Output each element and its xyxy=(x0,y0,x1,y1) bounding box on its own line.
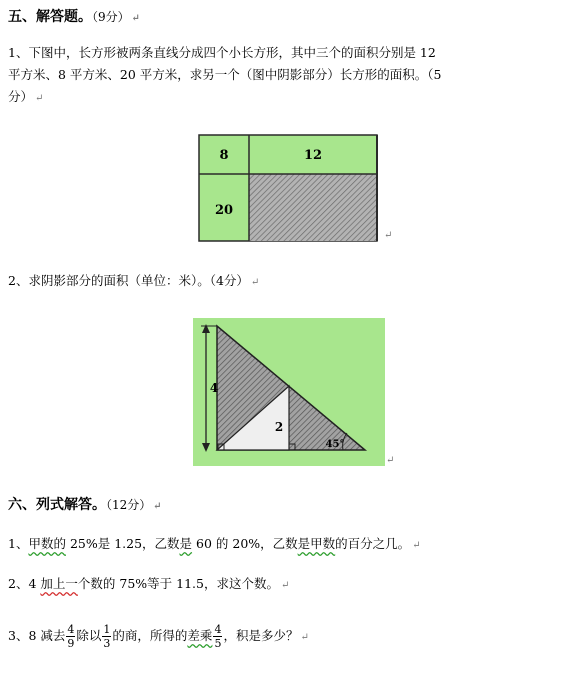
section-five-title: 五、解答题。 xyxy=(8,9,92,25)
section-five-heading xyxy=(8,6,140,26)
triangle-figure xyxy=(193,318,385,466)
question-1-line-3: 分） ↵ xyxy=(8,89,44,104)
fraction-one-third: $\frac{1}{3}$ xyxy=(103,623,111,650)
angle-label: 45° xyxy=(325,439,345,450)
question-1-line-2: 平方米、8 平方米、20 平方米，求另一个（图中阴影部分）长方形的面积。（5 xyxy=(8,67,442,82)
section-six-title: 六、列式解答。 xyxy=(8,497,106,513)
paragraph-mark: ↵ xyxy=(131,13,141,24)
fraction-four-fifths: $\frac{4}{5}$ xyxy=(214,623,222,650)
question-6-2-text: 2、4 加上一个数的 75%等于 11.5，求这个数。 ↵ xyxy=(8,576,290,591)
paragraph-mark: ↵ xyxy=(384,230,393,241)
question-6-3-text: 3、8 减去 $\frac{4}{9}$ 除以 $\frac{1}{3}$ 的商，所得的差乘 $\frac{4}{5}$ ，积是多少？ ↵ xyxy=(8,623,309,650)
section-six-points: （12分） xyxy=(106,498,152,512)
question-2-text: 2、求阴影部分的面积（单位：米）。（4分） ↵ xyxy=(8,273,260,288)
shaded-rectangle xyxy=(249,174,377,241)
section-six-heading: 六、列式解答。（12分） ↵ xyxy=(8,497,162,513)
rectangle-figure xyxy=(198,134,388,244)
question-1-line-1: 1、下图中，长方形被两条直线分成四个小长方形，其中三个的面积分别是 12 xyxy=(8,45,436,60)
fraction-four-ninths: $\frac{4}{9}$ xyxy=(67,623,75,650)
question-1-text xyxy=(8,42,564,110)
paragraph-mark: ↵ xyxy=(386,455,395,466)
question-6-1-text: 1、甲数的 25%是 1.25，乙数是 60 的 20%，乙数是甲数的百分之几。 ↵ xyxy=(8,536,421,551)
area-label-bottom-left: 20 xyxy=(214,203,234,218)
height-label: 4 xyxy=(209,381,219,395)
area-label-top-right: 12 xyxy=(303,148,323,163)
section-five-points: （9分） xyxy=(92,10,130,24)
area-label-top-left: 8 xyxy=(219,148,229,163)
inner-height-label: 2 xyxy=(274,420,284,434)
